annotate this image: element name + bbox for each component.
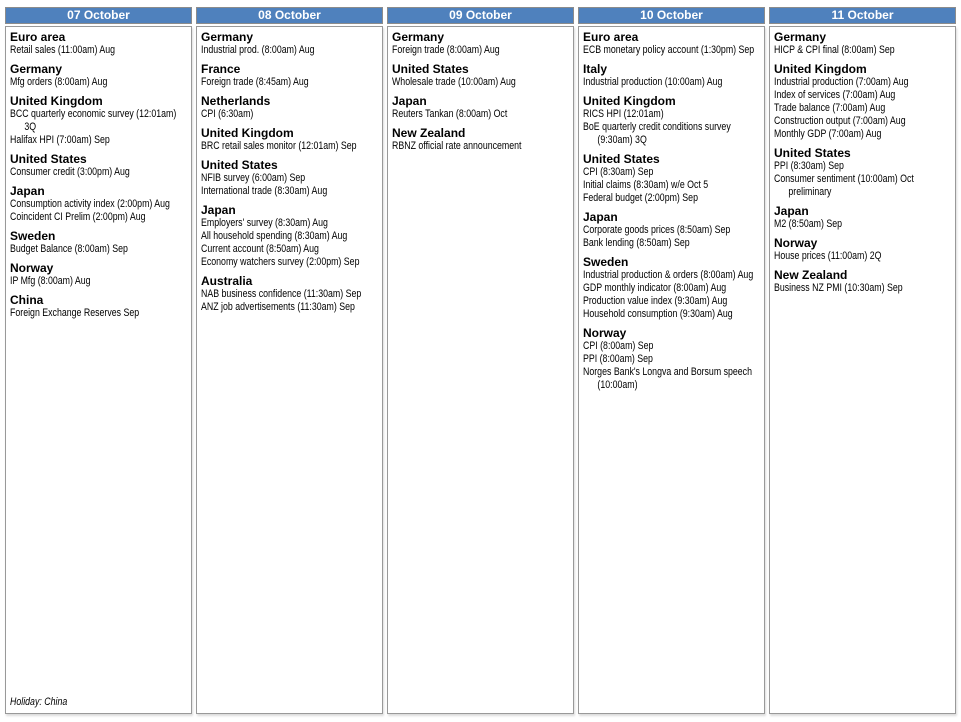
country-group (10, 261, 187, 288)
country-name: China (10, 293, 44, 307)
event-line: Retail sales (11:00am) Aug (10, 44, 116, 56)
country-group (201, 94, 378, 121)
country-name: Japan (774, 204, 809, 218)
day-header: 07 October (5, 7, 192, 24)
event-line: BCC quarterly economic survey (12:01am) 3Q (10, 108, 177, 133)
event-line: Corporate goods prices (8:50am) Sep (583, 224, 731, 236)
day-column (196, 7, 383, 714)
day-body (5, 26, 192, 714)
country-name: United Kingdom (583, 94, 676, 108)
event-line: Wholesale trade (10:00am) Aug (392, 76, 516, 88)
economic-calendar (5, 7, 956, 714)
country-group (10, 152, 187, 179)
country-name: Sweden (10, 229, 56, 243)
country-group (583, 210, 760, 250)
country-group (774, 204, 951, 231)
country-name: United Kingdom (10, 94, 103, 108)
country-name: United Kingdom (201, 126, 294, 140)
day-body (769, 26, 956, 714)
country-group (10, 94, 187, 147)
event-line: Trade balance (7:00am) Aug (774, 102, 886, 114)
country-name: United States (201, 158, 278, 172)
country-group (583, 30, 760, 57)
event-line: Coincident CI Prelim (2:00pm) Aug (10, 211, 146, 223)
event-line: Budget Balance (8:00am) Sep (10, 243, 128, 255)
country-name: New Zealand (392, 126, 466, 140)
country-group (201, 62, 378, 89)
event-line: Production value index (9:30am) Aug (583, 295, 728, 307)
event-line: CPI (6:30am) (201, 108, 254, 120)
country-name: Germany (10, 62, 63, 76)
event-line: M2 (8:50am) Sep (774, 218, 842, 230)
country-group (583, 152, 760, 205)
event-line: IP Mfg (8:00am) Aug (10, 275, 91, 287)
country-name: Euro area (10, 30, 66, 44)
country-name: Sweden (583, 255, 629, 269)
country-group (774, 268, 951, 295)
event-line: Halifax HPI (7:00am) Sep (10, 134, 110, 146)
event-line: Industrial production (7:00am) Aug (774, 76, 909, 88)
country-group (774, 146, 951, 199)
event-line: NFIB survey (6:00am) Sep (201, 172, 306, 184)
country-group (10, 229, 187, 256)
event-line: Norges Bank's Longva and Borsum speech (10:00am) (583, 366, 752, 391)
country-group (10, 293, 187, 320)
country-name: Euro area (583, 30, 639, 44)
event-line: International trade (8:30am) Aug (201, 185, 328, 197)
event-line: RICS HPI (12:01am) (583, 108, 664, 120)
country-name: United Kingdom (774, 62, 867, 76)
day-header: 11 October (769, 7, 956, 24)
day-column (387, 7, 574, 714)
country-group (583, 255, 760, 321)
day-header: 08 October (196, 7, 383, 24)
event-line: PPI (8:00am) Sep (583, 353, 653, 365)
event-line: Bank lending (8:50am) Sep (583, 237, 690, 249)
country-name: Germany (774, 30, 827, 44)
country-group (201, 30, 378, 57)
country-name: United States (774, 146, 851, 160)
event-line: All household spending (8:30am) Aug (201, 230, 348, 242)
event-line: ANZ job advertisements (11:30am) Sep (201, 301, 355, 313)
country-name: United States (392, 62, 469, 76)
event-line: Consumption activity index (2:00pm) Aug (10, 198, 170, 210)
day-body (196, 26, 383, 714)
event-line: Initial claims (8:30am) w/e Oct 5 (583, 179, 709, 191)
country-group (10, 184, 187, 224)
event-line: PPI (8:30am) Sep (774, 160, 844, 172)
country-name: Norway (583, 326, 627, 340)
country-group (392, 30, 569, 57)
event-line: Foreign trade (8:00am) Aug (392, 44, 500, 56)
country-name: United States (10, 152, 87, 166)
event-line: HICP & CPI final (8:00am) Sep (774, 44, 895, 56)
day-column (578, 7, 765, 714)
country-group (392, 126, 569, 153)
country-name: Japan (201, 203, 236, 217)
country-name: United States (583, 152, 660, 166)
event-line: Employers' survey (8:30am) Aug (201, 217, 328, 229)
event-line: RBNZ official rate announcement (392, 140, 522, 152)
event-line: Consumer sentiment (10:00am) Oct preliminary (774, 173, 914, 198)
day-header: 09 October (387, 7, 574, 24)
event-line: Consumer credit (3:00pm) Aug (10, 166, 130, 178)
event-line: BoE quarterly credit conditions survey (9:30am) 3Q (583, 121, 731, 146)
day-body (578, 26, 765, 714)
event-line: Industrial production & orders (8:00am) Aug (583, 269, 754, 281)
country-group (201, 274, 378, 314)
country-group (774, 30, 951, 57)
country-group (392, 62, 569, 89)
country-group (201, 158, 378, 198)
event-line: Industrial prod. (8:00am) Aug (201, 44, 315, 56)
country-name: Italy (583, 62, 608, 76)
event-line: House prices (11:00am) 2Q (774, 250, 882, 262)
event-line: Construction output (7:00am) Aug (774, 115, 906, 127)
holiday-note: Holiday: China (10, 696, 68, 708)
country-name: Australia (201, 274, 253, 288)
country-name: Norway (10, 261, 54, 275)
country-group (583, 94, 760, 147)
event-line: BRC retail sales monitor (12:01am) Sep (201, 140, 357, 152)
event-line: Household consumption (9:30am) Aug (583, 308, 733, 320)
event-line: Business NZ PMI (10:30am) Sep (774, 282, 903, 294)
country-group (201, 126, 378, 153)
country-group (201, 203, 378, 269)
day-body (387, 26, 574, 714)
event-line: Current account (8:50am) Aug (201, 243, 319, 255)
event-line: NAB business confidence (11:30am) Sep (201, 288, 362, 300)
event-line: Federal budget (2:00pm) Sep (583, 192, 698, 204)
country-name: New Zealand (774, 268, 848, 282)
event-line: Industrial production (10:00am) Aug (583, 76, 723, 88)
event-line: ECB monetary policy account (1:30pm) Sep (583, 44, 755, 56)
event-line: CPI (8:30am) Sep (583, 166, 654, 178)
country-group (10, 30, 187, 57)
day-header: 10 October (578, 7, 765, 24)
country-name: Netherlands (201, 94, 271, 108)
day-column (5, 7, 192, 714)
event-line: Economy watchers survey (2:00pm) Sep (201, 256, 360, 268)
event-line: Index of services (7:00am) Aug (774, 89, 896, 101)
event-line: Reuters Tankan (8:00am) Oct (392, 108, 508, 120)
event-line: Foreign Exchange Reserves Sep (10, 307, 140, 319)
country-name: Norway (774, 236, 818, 250)
country-group (583, 62, 760, 89)
country-group (774, 62, 951, 141)
event-line: Monthly GDP (7:00am) Aug (774, 128, 882, 140)
event-line: Mfg orders (8:00am) Aug (10, 76, 108, 88)
country-group (392, 94, 569, 121)
country-name: Japan (10, 184, 45, 198)
country-name: Japan (583, 210, 618, 224)
country-name: France (201, 62, 241, 76)
country-name: Germany (201, 30, 254, 44)
country-name: Germany (392, 30, 445, 44)
event-line: Foreign trade (8:45am) Aug (201, 76, 309, 88)
event-line: CPI (8:00am) Sep (583, 340, 654, 352)
day-column (769, 7, 956, 714)
country-group (583, 326, 760, 392)
event-line: GDP monthly indicator (8:00am) Aug (583, 282, 727, 294)
country-group (774, 236, 951, 263)
country-name: Japan (392, 94, 427, 108)
country-group (10, 62, 187, 89)
